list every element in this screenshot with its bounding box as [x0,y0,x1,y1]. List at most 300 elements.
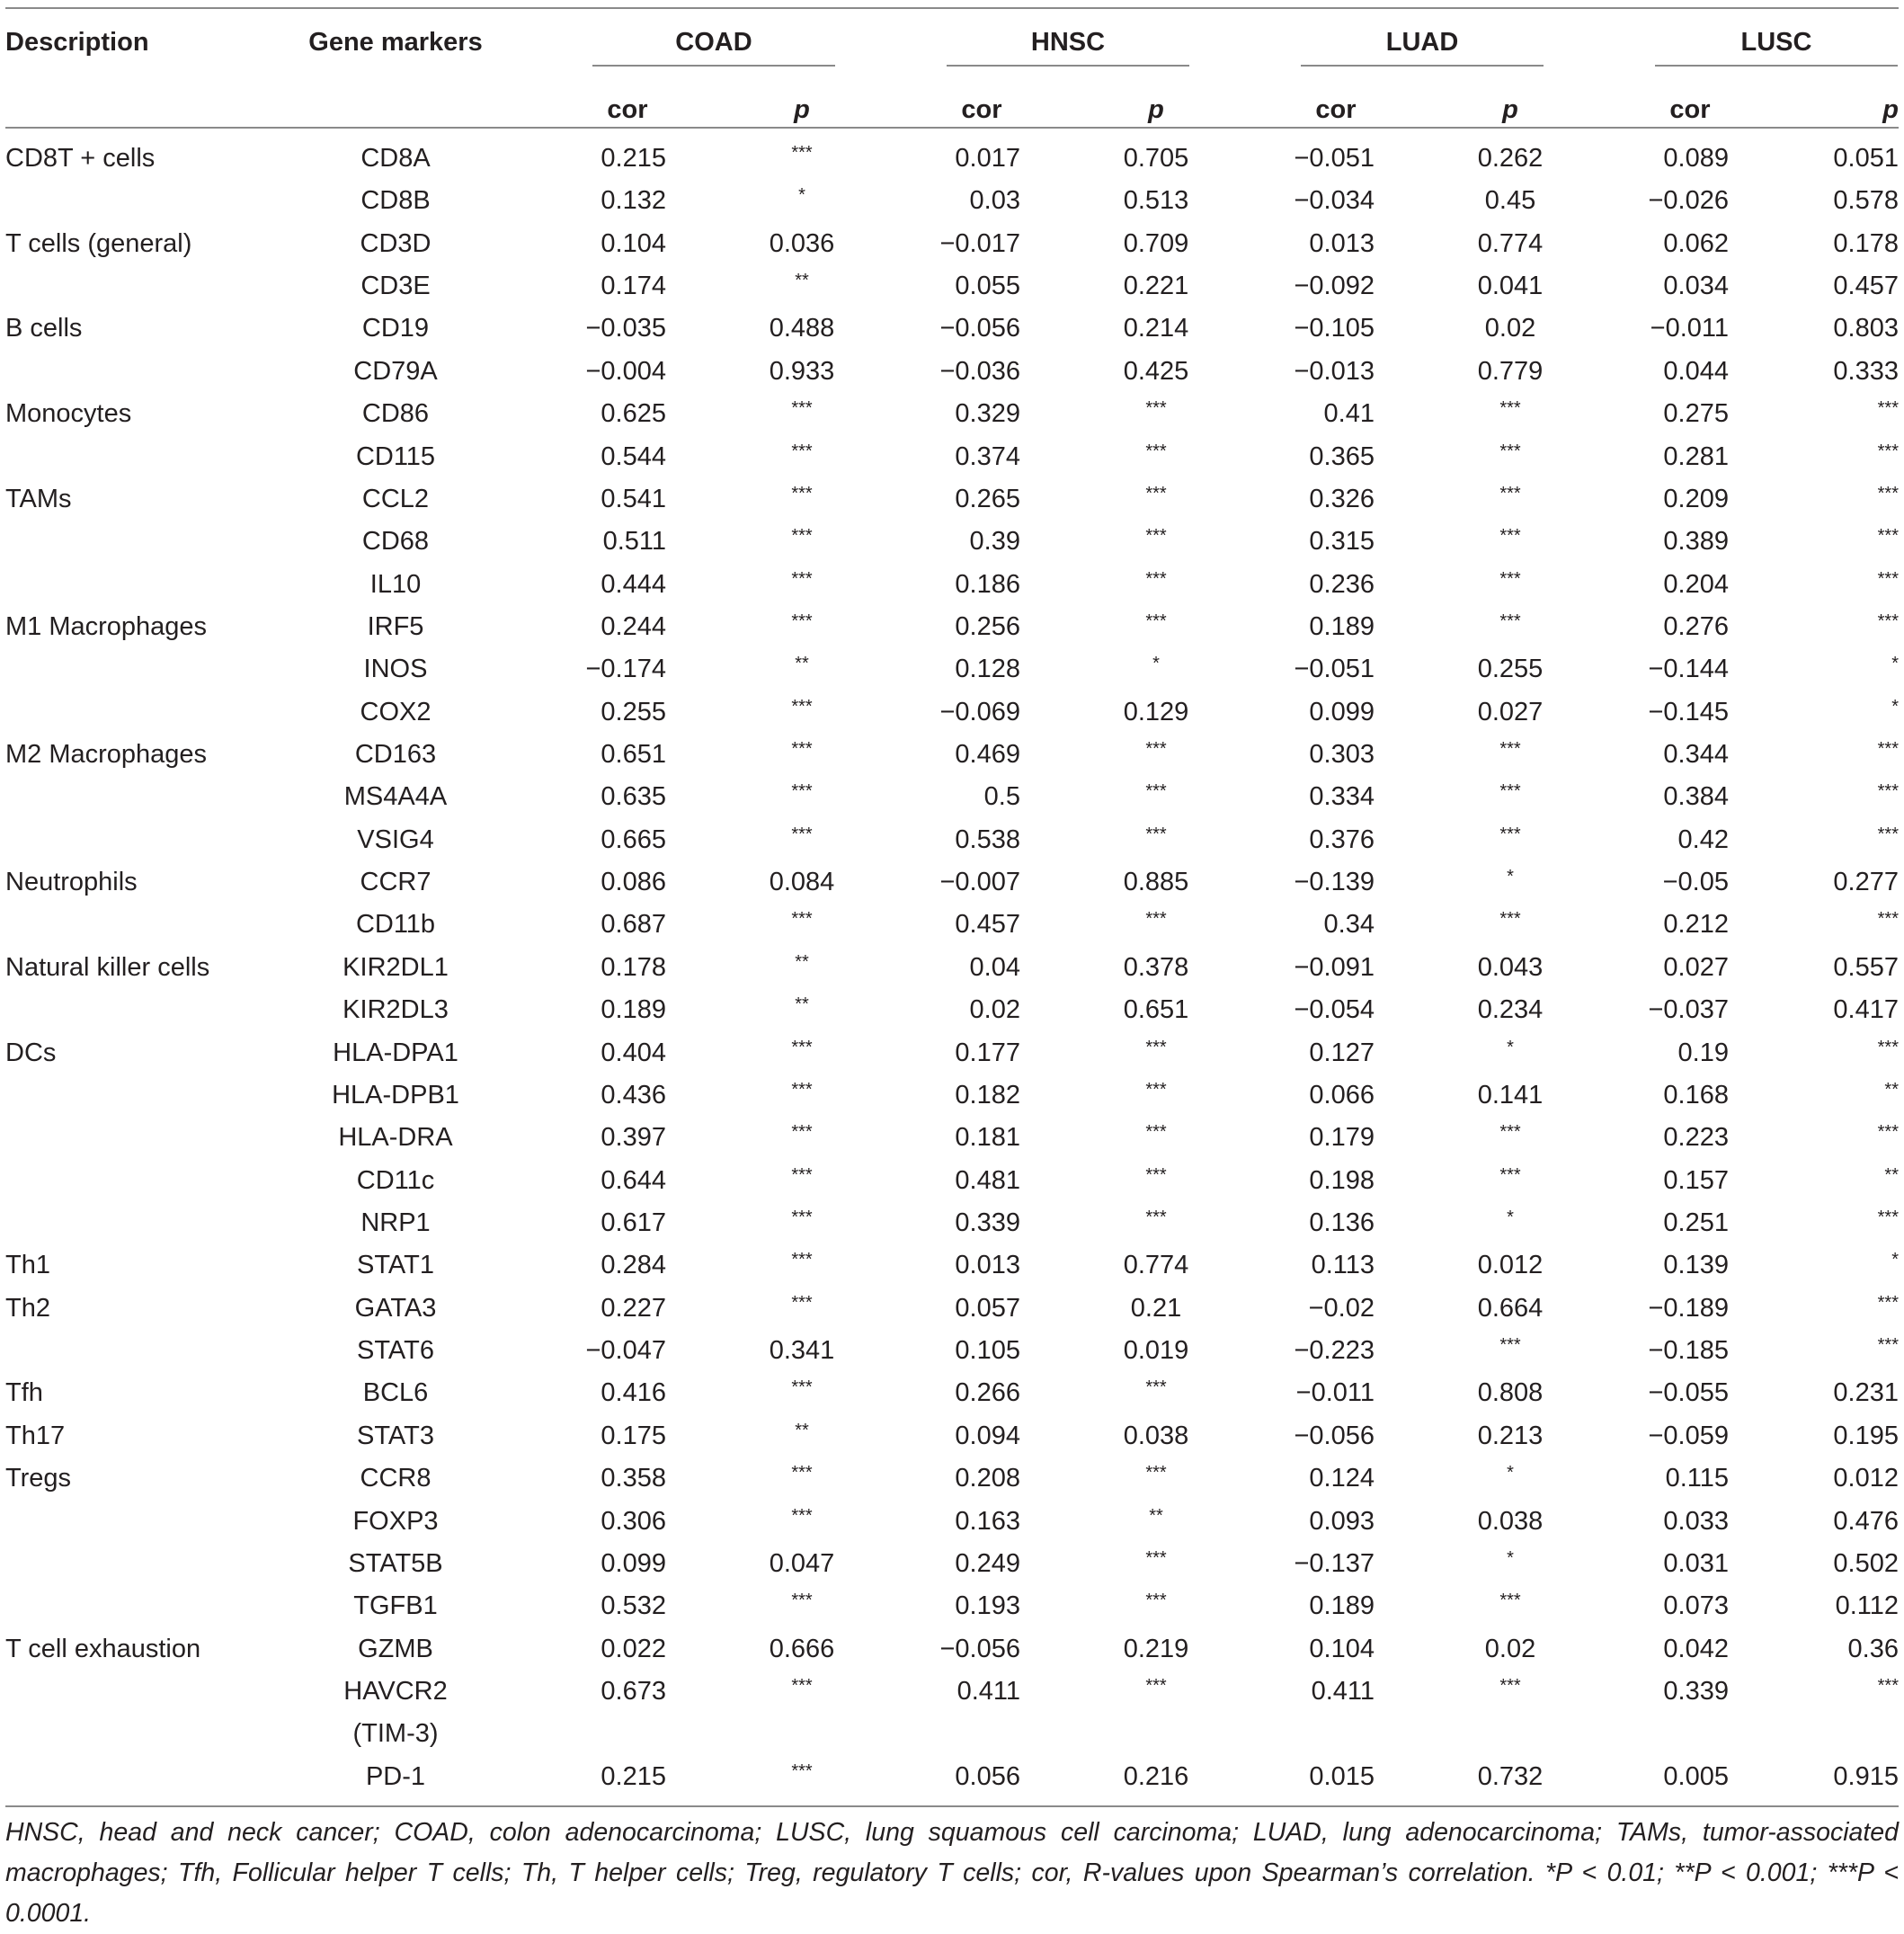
cell-p-value: ** [795,654,809,674]
cell-cor-value: 0.157 [1663,1165,1729,1195]
cell-p-value: * [1891,654,1899,674]
cell-p-value: *** [1877,739,1899,760]
cell-cor-value: 0.189 [601,995,666,1025]
cell-p-value: ** [795,951,809,972]
cell-p-value: *** [1499,1591,1521,1611]
cell-cor-value: 0.094 [955,1421,1020,1450]
cell-cor-value: 0.186 [955,569,1020,599]
cell-cor-value: 0.326 [1309,484,1375,513]
cell-p-value: 0.277 [1833,868,1899,897]
cell-cor-value: 0.673 [601,1676,666,1706]
cell-p-value: *** [1145,611,1167,631]
cell-p-value: 0.012 [1477,1251,1544,1280]
cell-cor-value: −0.223 [1294,1336,1375,1366]
cell-cor-value: 0.544 [601,441,666,471]
cell-gene-marker-continued: (TIM-3) [352,1719,439,1749]
cell-p-value: *** [1499,568,1521,589]
cell-p-value: 0.774 [1123,1251,1189,1280]
cell-p-value: *** [791,1037,813,1057]
cell-cor-value: −0.069 [939,697,1020,726]
cell-cor-value: 0.062 [1663,228,1729,258]
cell-cor-value: 0.538 [955,824,1020,854]
cell-cor-value: 0.073 [1663,1591,1729,1621]
cell-cor-value: −0.034 [1294,186,1375,216]
subheader-p: p [794,95,810,124]
header-group-coad: COAD [675,28,752,57]
cell-gene-marker: CD11b [355,910,436,940]
cell-description: CD8T + cells [5,144,156,173]
cell-cor-value: 0.215 [601,1761,666,1791]
cell-cor-value: 0.204 [1663,569,1729,599]
cell-cor-value: 0.124 [1309,1464,1375,1493]
cell-description: Th1 [5,1251,50,1280]
cell-cor-value: 0.04 [969,952,1020,982]
cell-cor-value: 0.344 [1663,740,1729,770]
cell-cor-value: 0.174 [601,272,666,301]
cell-cor-value: 0.651 [601,740,666,770]
cell-p-value: *** [791,739,813,760]
cell-p-value: *** [791,611,813,631]
cell-p-value: 0.774 [1477,228,1544,258]
cell-cor-value: 0.365 [1309,441,1375,471]
group-underline-coad [592,65,835,67]
cell-gene-marker: STAT6 [357,1336,434,1366]
cell-p-value: *** [1877,781,1899,802]
cell-cor-value: 0.015 [1309,1761,1375,1791]
cell-gene-marker: KIR2DL1 [343,952,449,982]
cell-p-value: *** [1877,568,1899,589]
cell-p-value: 0.036 [769,228,835,258]
cell-p-value: 0.012 [1833,1464,1899,1493]
cell-cor-value: 0.03 [969,186,1020,216]
cell-p-value: *** [791,696,813,717]
cell-cor-value: 0.251 [1663,1208,1729,1237]
cell-p-value: *** [791,398,813,419]
cell-cor-value: 0.404 [601,1038,666,1067]
cell-gene-marker: IRF5 [367,611,424,641]
cell-p-value: * [1891,1250,1899,1270]
cell-cor-value: 0.227 [601,1293,666,1323]
cell-cor-value: 0.136 [1309,1208,1375,1237]
cell-p-value: *** [1145,1547,1167,1568]
cell-cor-value: 0.093 [1309,1506,1375,1536]
table-footnote: HNSC, head and neck cancer; COAD, colon adenocarcinoma; LUSC, lung squamous cell carcinoma; LUAD, lung adenocarcinoma; TAMs, tumor-associated macrophages; Tfh, Follicular helper T cells; Th, T helper cells; Treg, regulatory T cells; cor, R-values upon Spearman’s correlation. *P < 0.01; **P < 0.001; ***P < 0.0001. [5,1818,1899,1928]
cell-cor-value: 0.275 [1663,399,1729,429]
cell-cor-value: 0.089 [1663,144,1729,173]
cell-gene-marker: CD11c [356,1165,435,1195]
cell-p-value: 0.36 [1847,1634,1899,1663]
cell-cor-value: −0.05 [1662,868,1729,897]
cell-cor-value: 0.139 [1663,1251,1729,1280]
cell-p-value: 0.779 [1477,356,1544,386]
cell-p-value: *** [1877,441,1899,461]
cell-p-value: ** [795,1420,809,1440]
cell-p-value: *** [1499,1675,1521,1696]
cell-cor-value: 0.384 [1663,782,1729,812]
cell-cor-value: 0.208 [955,1464,1020,1493]
cell-cor-value: −0.055 [1648,1378,1729,1408]
cell-p-value: *** [1877,1037,1899,1057]
cell-p-value: *** [1877,824,1899,844]
cell-description: DCs [5,1038,57,1067]
cell-p-value: *** [1145,1377,1167,1398]
cell-p-value: *** [1877,398,1899,419]
cell-p-value: 0.933 [769,356,835,386]
cell-cor-value: 0.249 [955,1548,1020,1578]
cell-cor-value: −0.144 [1648,655,1729,684]
cell-gene-marker: HLA-DRA [338,1123,453,1153]
cell-p-value: 0.231 [1833,1378,1899,1408]
cell-p-value: 0.488 [769,314,835,343]
cell-p-value: *** [791,483,813,504]
cell-cor-value: 0.411 [1311,1676,1375,1706]
cell-cor-value: 0.022 [601,1634,666,1663]
cell-cor-value: 0.044 [1663,356,1729,386]
cell-cor-value: 0.541 [601,484,666,513]
cell-cor-value: 0.266 [955,1378,1020,1408]
cell-cor-value: 0.128 [955,655,1020,684]
cell-cor-value: 0.099 [1309,697,1375,726]
cell-p-value: ** [1884,1164,1899,1185]
cell-cor-value: −0.026 [1648,186,1729,216]
cell-p-value: 0.333 [1833,356,1899,386]
cell-p-value: *** [1145,1675,1167,1696]
cell-cor-value: −0.092 [1294,272,1375,301]
cell-cor-value: −0.091 [1294,952,1375,982]
cell-cor-value: −0.139 [1294,868,1375,897]
cell-cor-value: −0.056 [939,1634,1020,1663]
cell-cor-value: 0.411 [956,1676,1020,1706]
cell-p-value: *** [1499,611,1521,631]
cell-cor-value: 0.042 [1663,1634,1729,1663]
cell-description: T cells (general) [5,228,192,258]
cell-cor-value: 0.644 [601,1165,666,1195]
group-underline-hnsc [947,65,1189,67]
cell-cor-value: −0.185 [1648,1336,1729,1366]
cell-cor-value: 0.436 [601,1080,666,1110]
cell-gene-marker: CD79A [353,356,438,386]
cell-p-value: 0.808 [1477,1378,1544,1408]
cell-p-value: *** [1145,526,1167,547]
cell-cor-value: −0.145 [1648,697,1729,726]
cell-cor-value: 0.244 [601,611,666,641]
cell-cor-value: 0.033 [1663,1506,1729,1536]
cell-cor-value: 0.276 [1663,611,1729,641]
cell-gene-marker: COX2 [360,697,432,726]
cell-gene-marker: CD8A [360,144,431,173]
cell-p-value: 0.425 [1123,356,1189,386]
cell-p-value: *** [791,1164,813,1185]
cell-cor-value: 0.086 [601,868,666,897]
cell-p-value: *** [791,909,813,930]
cell-cor-value: 0.376 [1309,824,1375,854]
cell-cor-value: −0.174 [585,655,666,684]
cell-p-value: 0.129 [1123,697,1189,726]
cell-p-value: *** [791,1463,813,1484]
subheader-cor: cor [961,95,1002,124]
cell-p-value: *** [1499,824,1521,844]
cell-cor-value: −0.047 [585,1336,666,1366]
cell-gene-marker: CD86 [361,399,430,429]
cell-p-value: *** [791,1760,813,1781]
cell-cor-value: 0.198 [1309,1165,1375,1195]
cell-gene-marker: NRP1 [360,1208,431,1237]
cell-p-value: *** [1877,1208,1899,1227]
cell-p-value: 0.885 [1123,868,1189,897]
subheader-cor: cor [1669,95,1711,124]
cell-p-value: 0.651 [1123,995,1189,1025]
cell-p-value: 0.915 [1833,1761,1899,1791]
cell-p-value: 0.221 [1123,272,1189,301]
cell-cor-value: 0.625 [601,399,666,429]
cell-cor-value: 0.057 [955,1293,1020,1323]
cell-p-value: 0.557 [1833,952,1899,982]
cell-description: TAMs [5,484,72,513]
cell-p-value: 0.732 [1477,1761,1544,1791]
cell-p-value: * [1507,1208,1514,1227]
cell-p-value: 0.578 [1833,186,1899,216]
cell-description: Neutrophils [5,868,138,897]
cell-p-value: 0.02 [1484,314,1536,343]
cell-cor-value: 0.193 [955,1591,1020,1621]
cell-p-value: *** [1877,1292,1899,1313]
subheader-p: p [1148,95,1164,124]
cell-cor-value: −0.054 [1294,995,1375,1025]
cell-cor-value: 0.179 [1309,1123,1375,1153]
cell-p-value: 0.457 [1833,272,1899,301]
cell-p-value: 0.709 [1123,228,1189,258]
cell-cor-value: 0.105 [955,1336,1020,1366]
cell-cor-value: −0.004 [585,356,666,386]
cell-gene-marker: HLA-DPA1 [333,1038,458,1067]
cell-cor-value: −0.007 [939,868,1020,897]
cell-gene-marker: CD3E [360,272,431,301]
cell-cor-value: 0.178 [601,952,666,982]
cell-gene-marker: CD19 [361,314,430,343]
cell-gene-marker: GZMB [358,1634,433,1663]
cell-cor-value: 0.469 [955,740,1020,770]
cell-cor-value: 0.181 [955,1123,1020,1153]
cell-gene-marker: CCR7 [360,868,432,897]
cell-cor-value: 0.056 [955,1761,1020,1791]
cell-cor-value: 0.481 [955,1165,1020,1195]
cell-p-value: *** [1499,1335,1521,1356]
cell-gene-marker: INOS [363,655,428,684]
cell-p-value: ** [795,271,809,291]
cell-p-value: ** [1884,1079,1899,1100]
cell-cor-value: 0.397 [601,1123,666,1153]
cell-p-value: 0.21 [1130,1293,1182,1323]
cell-p-value: *** [1877,1675,1899,1696]
cell-cor-value: −0.056 [1294,1421,1375,1450]
cell-p-value: 0.262 [1477,144,1544,173]
cell-cor-value: 0.113 [1311,1251,1375,1280]
cell-cor-value: −0.051 [1294,144,1375,173]
cell-cor-value: 0.339 [955,1208,1020,1237]
group-underline-lusc [1655,65,1898,67]
cell-cor-value: 0.115 [1665,1464,1729,1493]
cell-cor-value: 0.02 [969,995,1020,1025]
cell-cor-value: −0.037 [1648,995,1729,1025]
cell-p-value: *** [791,1122,813,1143]
cell-cor-value: 0.055 [955,272,1020,301]
cell-p-value: 0.043 [1477,952,1544,982]
cell-cor-value: 0.457 [955,910,1020,940]
cell-cor-value: 0.665 [601,824,666,854]
cell-cor-value: 0.334 [1309,782,1375,812]
cell-p-value: *** [1499,441,1521,461]
cell-p-value: 0.216 [1123,1761,1189,1791]
cell-p-value: 0.502 [1833,1548,1899,1578]
cell-p-value: *** [1145,483,1167,504]
cell-p-value: 0.019 [1123,1336,1189,1366]
cell-p-value: *** [791,824,813,844]
cell-cor-value: 0.013 [955,1251,1020,1280]
cell-p-value: * [1152,654,1160,674]
cell-cor-value: 0.236 [1309,569,1375,599]
cell-p-value: *** [1499,483,1521,504]
cell-p-value: *** [1499,398,1521,419]
cell-p-value: *** [1499,1164,1521,1185]
cell-cor-value: 0.175 [601,1421,666,1450]
cell-p-value: *** [1145,1208,1167,1227]
cell-cor-value: −0.035 [585,314,666,343]
cell-p-value: 0.45 [1484,186,1536,216]
cell-p-value: 0.112 [1835,1591,1899,1621]
cell-p-value: * [1507,1037,1514,1057]
cell-gene-marker: HLA-DPB1 [332,1080,459,1110]
cell-gene-marker: STAT5B [348,1548,443,1578]
cell-p-value: ** [1149,1505,1163,1526]
cell-p-value: 0.027 [1477,697,1544,726]
cell-gene-marker: TGFB1 [353,1591,438,1621]
cell-p-value: *** [791,781,813,802]
cell-cor-value: 0.39 [969,527,1020,557]
cell-p-value: 0.378 [1123,952,1189,982]
cell-p-value: *** [1145,441,1167,461]
cell-p-value: *** [1877,1335,1899,1356]
cell-description: T cell exhaustion [5,1634,201,1663]
cell-cor-value: 0.284 [601,1251,666,1280]
cell-p-value: 0.195 [1833,1421,1899,1450]
cell-p-value: 0.084 [769,868,835,897]
cell-gene-marker: STAT1 [357,1251,434,1280]
cell-cor-value: −0.036 [939,356,1020,386]
cell-cor-value: 0.163 [955,1506,1020,1536]
cell-p-value: 0.476 [1833,1506,1899,1536]
cell-p-value: *** [1145,1591,1167,1611]
cell-cor-value: 0.281 [1663,441,1729,471]
cell-cor-value: 0.182 [955,1080,1020,1110]
cell-p-value: * [1507,867,1514,887]
cell-cor-value: 0.687 [601,910,666,940]
header-group-lusc: LUSC [1740,28,1812,57]
cell-p-value: *** [791,1208,813,1227]
cell-cor-value: 0.374 [955,441,1020,471]
cell-p-value: *** [1499,909,1521,930]
cell-cor-value: 0.215 [601,144,666,173]
cell-p-value: *** [1145,1463,1167,1484]
cell-gene-marker: PD-1 [365,1761,426,1791]
cell-cor-value: 0.256 [955,611,1020,641]
cell-p-value: *** [791,1377,813,1398]
cell-gene-marker: CD3D [360,228,432,258]
header-description: Description [5,28,149,57]
cell-p-value: *** [1877,526,1899,547]
cell-p-value: 0.513 [1123,186,1189,216]
cell-p-value: *** [791,1292,813,1313]
cell-p-value: 0.141 [1477,1080,1544,1110]
cell-gene-marker: GATA3 [354,1293,437,1323]
cell-cor-value: −0.051 [1294,655,1375,684]
cell-p-value: *** [791,1675,813,1696]
cell-cor-value: 0.5 [983,782,1020,812]
header-gene-markers: Gene markers [308,28,483,57]
cell-p-value: *** [1145,398,1167,419]
cell-gene-marker: IL10 [369,569,422,599]
cell-gene-marker: CCL2 [361,484,430,513]
cell-cor-value: −0.017 [939,228,1020,258]
cell-cor-value: −0.011 [1295,1378,1375,1408]
cell-p-value: * [1507,1547,1514,1568]
cell-p-value: *** [1499,1122,1521,1143]
cell-description: Natural killer cells [5,952,210,982]
cell-cor-value: 0.189 [1309,1591,1375,1621]
cell-p-value: 0.417 [1833,995,1899,1025]
cell-p-value: *** [1499,739,1521,760]
cell-p-value: *** [791,1250,813,1270]
cell-p-value: 0.214 [1123,314,1189,343]
cell-cor-value: 0.034 [1663,272,1729,301]
cell-cor-value: −0.137 [1294,1548,1375,1578]
cell-p-value: 0.041 [1477,272,1544,301]
cell-cor-value: 0.329 [955,399,1020,429]
cell-p-value: *** [1145,1079,1167,1100]
cell-gene-marker: BCL6 [362,1378,429,1408]
cell-cor-value: 0.389 [1663,527,1729,557]
cell-p-value: *** [1877,611,1899,631]
cell-p-value: *** [1499,526,1521,547]
cell-cor-value: 0.132 [601,186,666,216]
cell-p-value: *** [1145,824,1167,844]
cell-p-value: 0.341 [769,1336,835,1366]
cell-gene-marker: CD8B [360,186,431,216]
cell-gene-marker: CD163 [354,740,437,770]
cell-cor-value: 0.315 [1309,527,1375,557]
cell-gene-marker: VSIG4 [357,824,434,854]
cell-p-value: 0.705 [1123,144,1189,173]
cell-cor-value: 0.34 [1323,910,1375,940]
cell-p-value: * [1507,1463,1514,1484]
cell-cor-value: 0.104 [1309,1634,1375,1663]
cell-gene-marker: CCR8 [360,1464,432,1493]
cell-cor-value: 0.104 [601,228,666,258]
cell-cor-value: 0.358 [601,1464,666,1493]
cell-p-value: 0.803 [1833,314,1899,343]
cell-p-value: *** [791,526,813,547]
cell-p-value: *** [791,441,813,461]
cell-p-value: 0.038 [1123,1421,1189,1450]
cell-p-value: 0.047 [769,1548,835,1578]
group-underline-luad [1301,65,1544,67]
cell-cor-value: 0.099 [601,1548,666,1578]
cell-p-value: *** [791,1591,813,1611]
cell-cor-value: 0.066 [1309,1080,1375,1110]
cell-p-value: *** [1145,1037,1167,1057]
cell-p-value: 0.038 [1477,1506,1544,1536]
cell-p-value: ** [795,994,809,1015]
cell-cor-value: 0.306 [601,1506,666,1536]
